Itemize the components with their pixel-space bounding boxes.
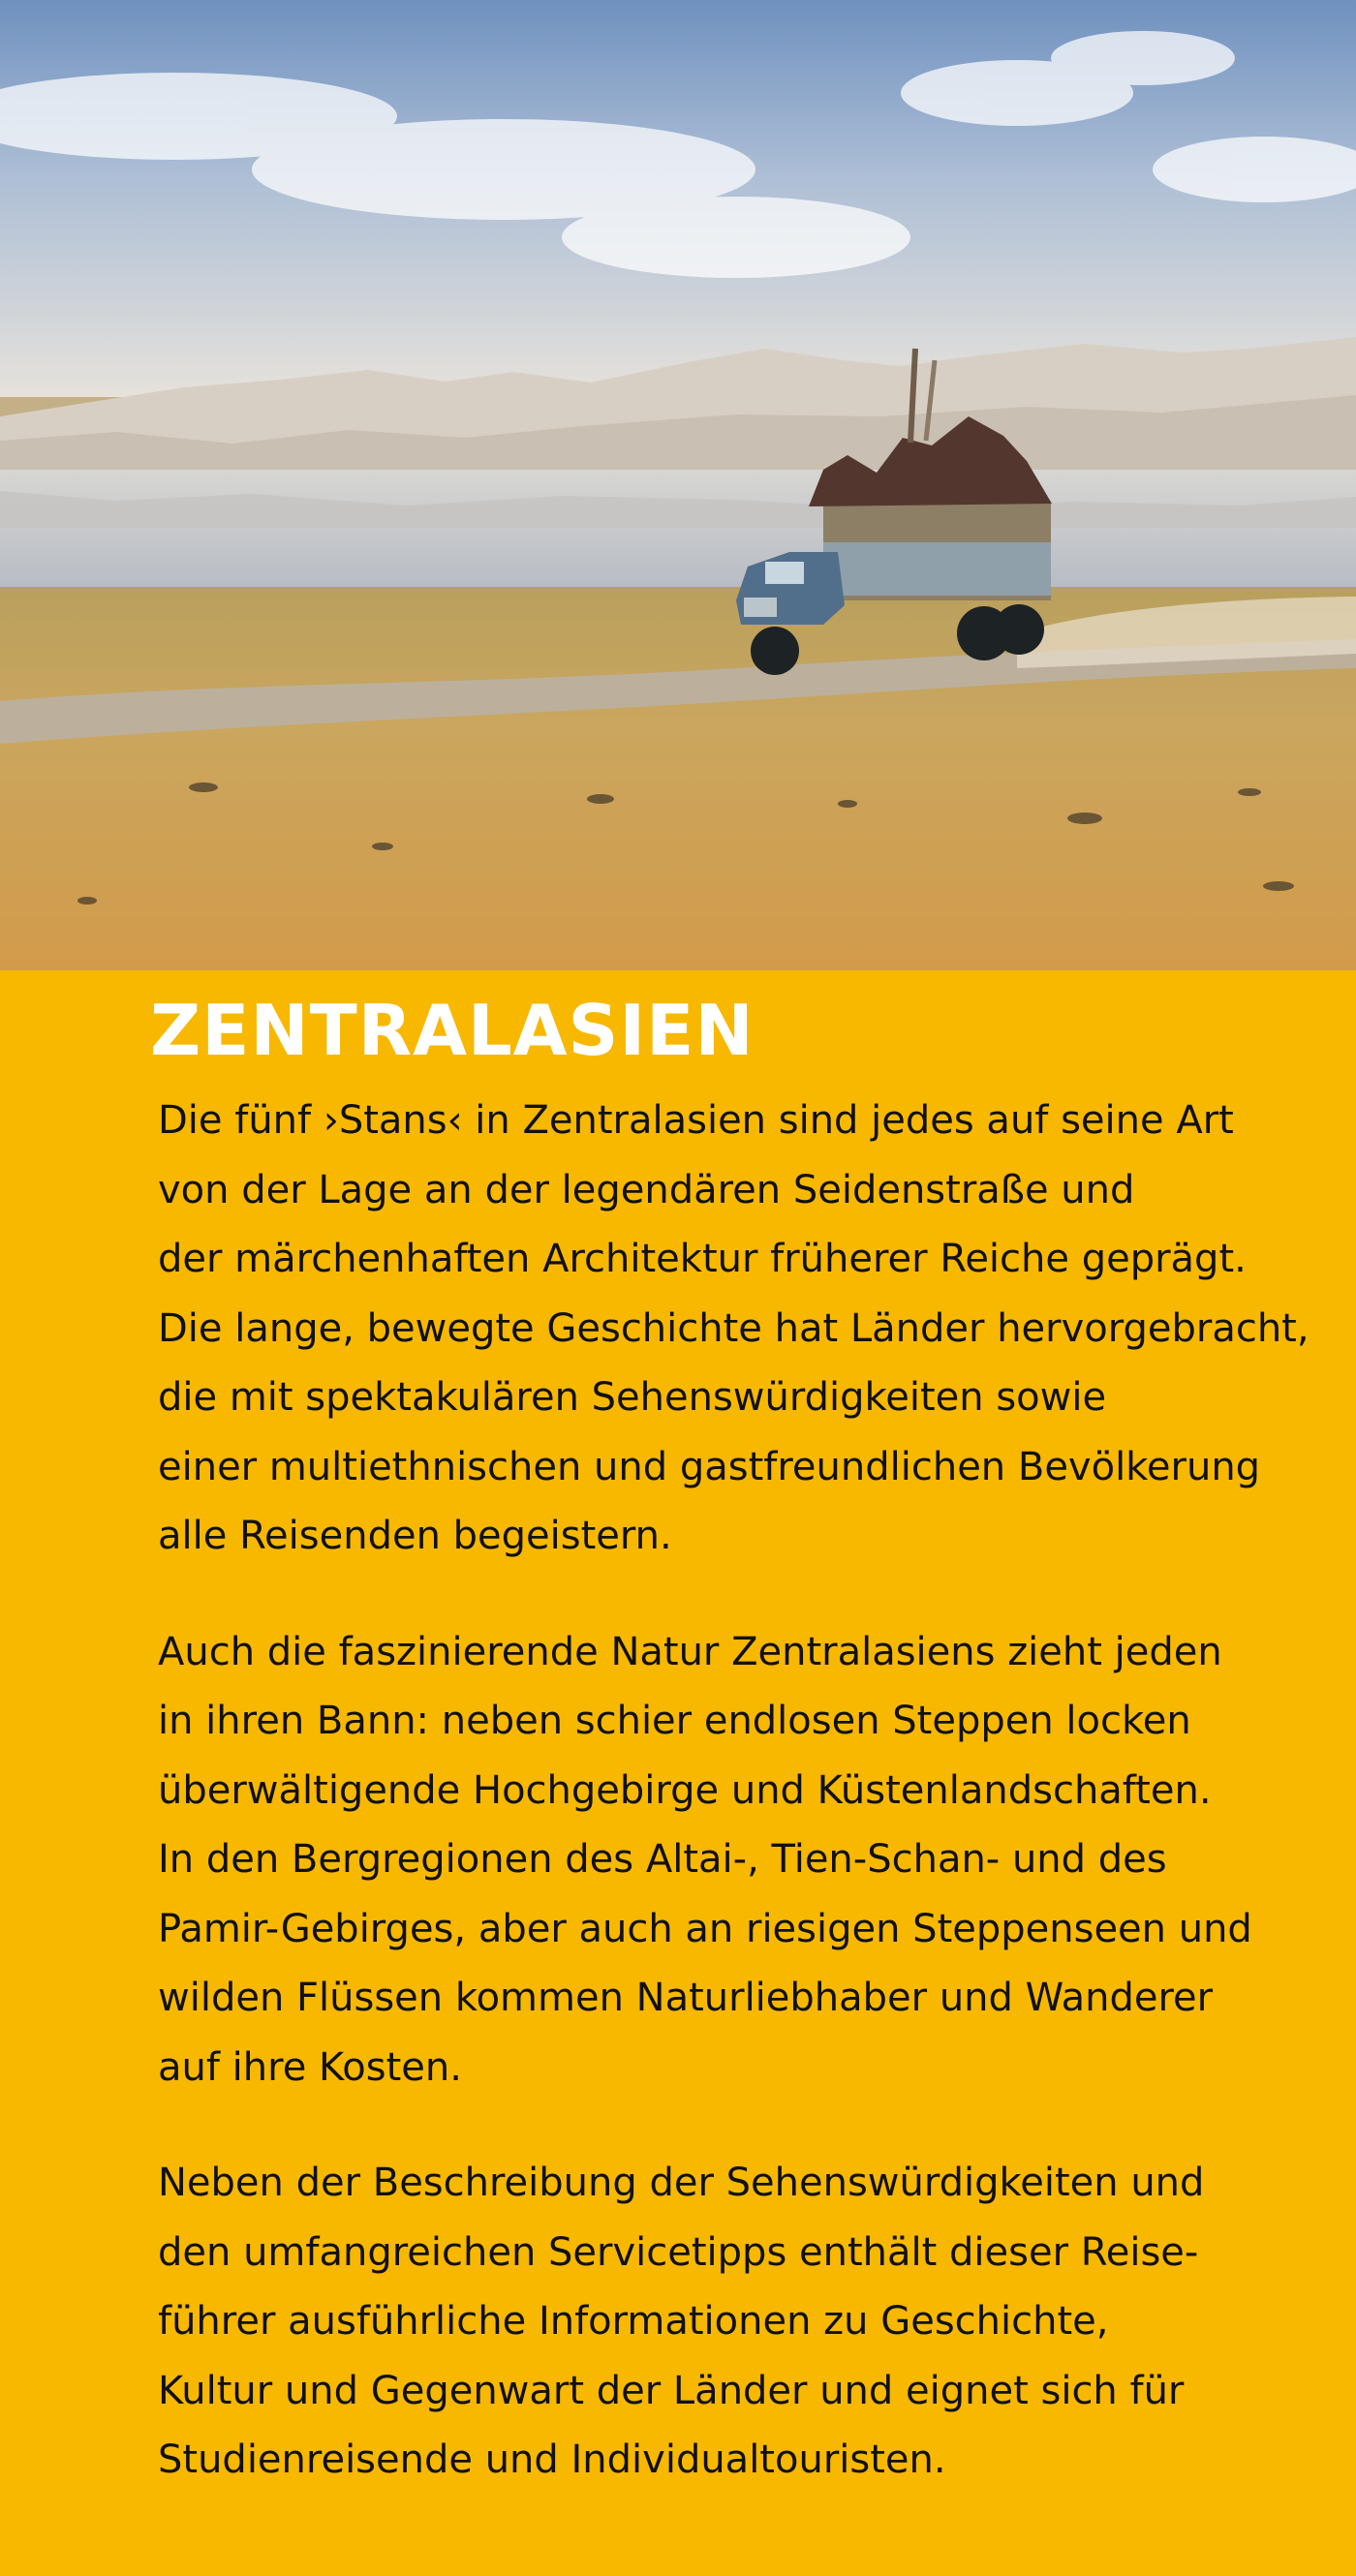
paragraph-line: Die lange, bewegte Geschichte hat Länder hervorgebracht,	[158, 1305, 1310, 1351]
paragraph-line: von der Lage an der legendären Seidenstraße und	[158, 1167, 1135, 1212]
paragraph-line: einer multiethnischen und gastfreundlichen Bevölkerung	[158, 1444, 1261, 1489]
paragraph-line: Kultur und Gegenwart der Länder und eignet sich für	[158, 2368, 1185, 2413]
paragraph-line: in ihren Bann: neben schier endlosen Steppen locken	[158, 1699, 1191, 1743]
paragraph-line: auf ihre Kosten.	[158, 2044, 462, 2090]
lake	[0, 470, 1356, 591]
paragraph-line: alle Reisenden begeistern.	[158, 1514, 672, 1558]
paragraph-line: In den Bergregionen des Altai-, Tien-Schan- und des	[158, 1837, 1167, 1882]
paragraph-line: Neben der Beschreibung der Sehenswürdigkeiten und	[158, 2161, 1205, 2205]
region-title: ZENTRALASIEN	[150, 990, 755, 1071]
paragraph-line: führer ausführliche Informationen zu Geschichte,	[158, 2299, 1109, 2344]
cover-photo	[0, 0, 1356, 970]
back-cover-text	[0, 970, 1356, 2576]
description-paragraph-2	[158, 1618, 1320, 2103]
paragraph-line: Studienreisende und Individualtouristen.	[158, 2438, 946, 2482]
paragraph-line: die mit spektakulären Sehenswürdigkeiten sowie	[158, 1375, 1107, 1420]
truck-front-wheel	[751, 627, 799, 675]
paragraph-line: wilden Flüssen kommen Naturliebhaber und Wanderer	[158, 1976, 1214, 2020]
truck-cargo-side	[823, 542, 1051, 596]
description-paragraph-3	[158, 2149, 1320, 2496]
truck-windshield	[765, 562, 804, 584]
paragraph-line: Pamir-Gebirges, aber auch an riesigen Steppenseen und	[158, 1906, 1252, 1951]
paragraph-line: der märchenhaften Architektur früherer Reiche geprägt.	[158, 1237, 1247, 1281]
paragraph-line: Auch die faszinierende Natur Zentralasiens zieht jeden	[158, 1629, 1222, 1674]
cover-photo-illustration	[0, 0, 1356, 970]
truck-grille	[744, 598, 777, 617]
description-paragraph-1	[158, 1087, 1320, 1572]
paragraph-line: Die fünf ›Stans‹ in Zentralasien sind jedes auf seine Art	[158, 1098, 1234, 1143]
paragraph-line: den umfangreichen Servicetipps enthält dieser Reise-	[158, 2229, 1199, 2275]
paragraph-line: überwältigende Hochgebirge und Küstenlandschaften.	[158, 1767, 1212, 1813]
